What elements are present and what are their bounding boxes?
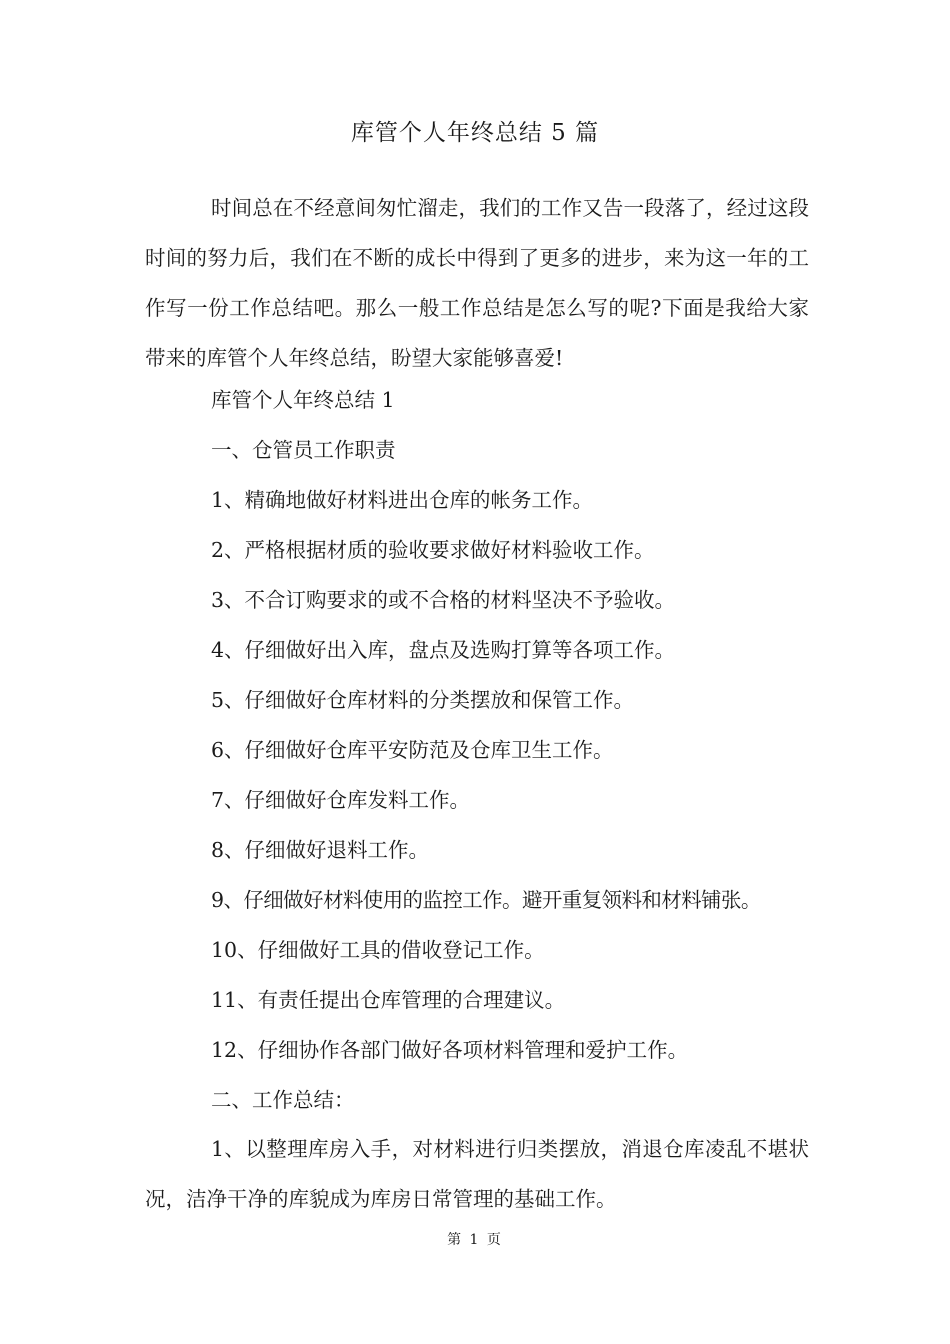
duty-item: 2、严格根据材质的验收要求做好材料验收工作。	[211, 538, 655, 562]
document-title: 库管个人年终总结 5 篇	[350, 120, 600, 146]
duty-item: 1、精确地做好材料进出仓库的帐务工作。	[211, 488, 594, 512]
duty-item: 4、仔细做好出入库，盘点及选购打算等各项工作。	[211, 638, 676, 662]
page-number: 第 1 页	[447, 1232, 503, 1248]
duty-item: 8、仔细做好退料工作。	[211, 838, 430, 862]
duty-item: 10、仔细做好工具的借收登记工作。	[211, 938, 545, 962]
part-heading-duties: 一、仓管员工作职责	[211, 438, 396, 462]
duty-item: 7、仔细做好仓库发料工作。	[211, 788, 471, 812]
intro-paragraph: 时间总在不经意间匆忙溜走，我们的工作又告一段落了，经过这段时间的努力后，我们在不断的成长中得到了更多的进步，来为这一年的工作写一份工作总结吧。那么一般工作总结是怎么写的呢?下面是我给大家带来的库管个人年终总结，盼望大家能够喜爱!	[145, 196, 809, 370]
duty-item: 6、仔细做好仓库平安防范及仓库卫生工作。	[211, 738, 614, 762]
summary-paragraph: 1、以整理库房入手，对材料进行归类摆放，消退仓库凌乱不堪状况，洁净干净的库貌成为库房日常管理的基础工作。	[145, 1137, 809, 1211]
section-heading: 库管个人年终总结 1	[211, 388, 395, 412]
duty-item: 9、仔细做好材料使用的监控工作。避开重复领料和材料铺张。	[211, 888, 761, 912]
duty-item: 5、仔细做好仓库材料的分类摆放和保管工作。	[211, 688, 635, 712]
duty-item: 11、有责任提出仓库管理的合理建议。	[211, 988, 566, 1012]
duty-item: 12、仔细协作各部门做好各项材料管理和爱护工作。	[211, 1038, 689, 1062]
duty-item: 3、不合订购要求的或不合格的材料坚决不予验收。	[211, 588, 676, 612]
part-heading-summary: 二、工作总结：	[211, 1088, 355, 1112]
